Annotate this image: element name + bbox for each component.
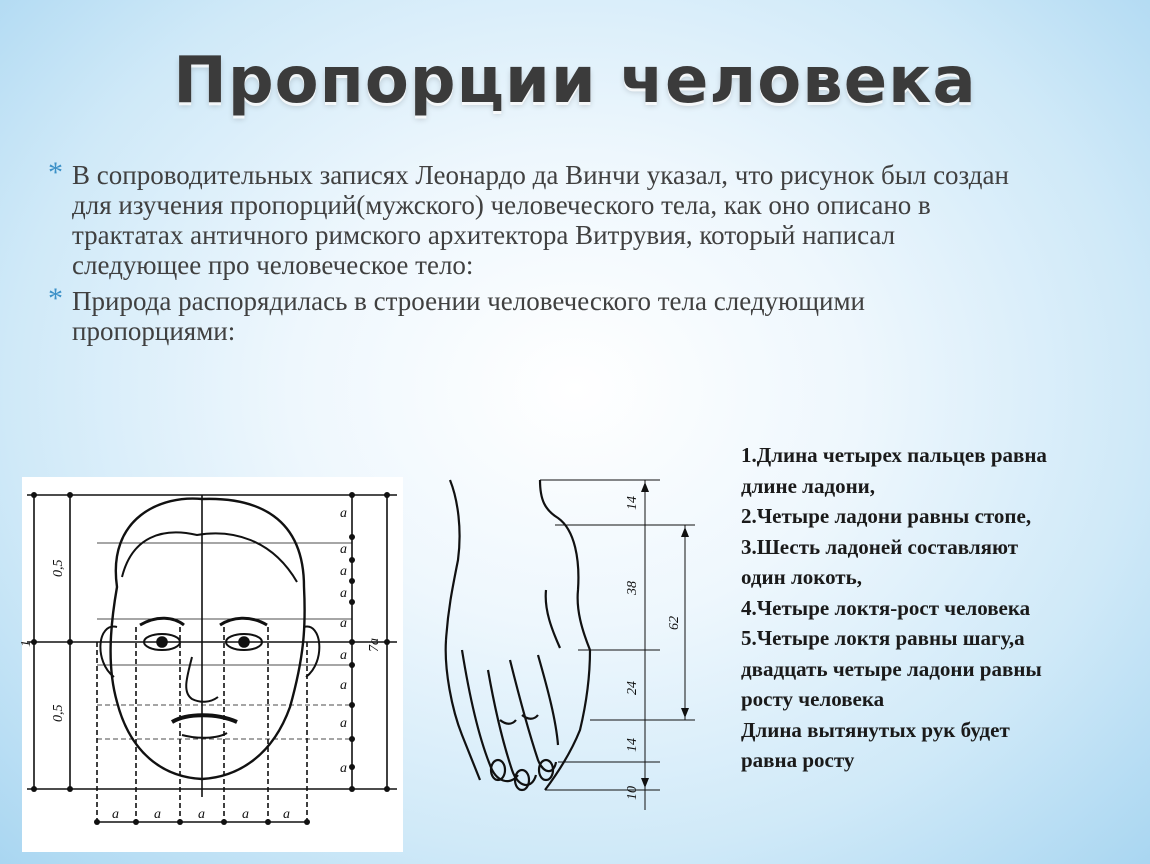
right-label: a (340, 761, 347, 776)
left-label: 1 (19, 640, 34, 647)
right-label: a (340, 678, 347, 693)
right-label: a (340, 648, 347, 663)
slide-title: Пропорции человека (173, 44, 977, 118)
right-label: a (340, 586, 347, 601)
hand-label: 38 (625, 581, 640, 595)
rule-line: равна росту (741, 748, 855, 772)
rule-line: 1.Длина четырех пальцев равна (741, 443, 1047, 467)
bottom-label: a (283, 807, 290, 822)
rule-line: длине ладони, (741, 473, 876, 498)
hand-label: 14 (625, 496, 640, 510)
right-label: a (340, 564, 347, 579)
hand-label: 10 (625, 786, 640, 800)
right-label: a (340, 716, 347, 731)
bullet-list (48, 156, 1028, 352)
face-diagram-svg (19, 477, 403, 852)
bullet-item (48, 156, 1028, 280)
asterisk-icon: * (48, 156, 63, 189)
bottom-label: a (154, 807, 161, 822)
bullet-text: Природа распорядилась в строении человеческого тела следующими пропорциями: (72, 286, 866, 346)
asterisk-icon: * (48, 282, 63, 315)
left-label: 0,5 (51, 559, 66, 577)
right-label: a (340, 542, 347, 557)
bottom-label: a (112, 807, 119, 822)
bullet-text: В сопроводительных записях Леонардо да Винчи указал, что рисунок был создан для изучения пропорций(мужского) человеческого тела, как оно описано в трактатах античного римского архитектора Витрувия, который написал следующее про человеческое тело: (72, 160, 1009, 280)
left-label: 0,5 (51, 704, 66, 722)
rule-line: 3.Шесть ладоней составляют (741, 534, 1019, 559)
bottom-label: a (198, 807, 205, 822)
bullet-item (48, 282, 1028, 346)
hand-proportions-diagram (440, 470, 730, 830)
rule-line: Длина вытянутых рук будет (741, 717, 1010, 742)
rule-line: 2.Четыре ладони равны стопе, (741, 504, 1032, 528)
bottom-label: a (242, 807, 249, 822)
hand-label: 24 (625, 681, 640, 695)
face-proportions-diagram (19, 477, 403, 852)
right-total-label: 7a (367, 638, 382, 652)
rule-line: один локоть, (741, 565, 862, 589)
hand-diagram-svg (440, 470, 730, 830)
rule-line: росту человека (741, 687, 885, 711)
right-label: a (340, 616, 347, 631)
rule-line: 5.Четыре локтя равны шагу,а (741, 626, 1025, 650)
hand-label: 62 (667, 616, 682, 630)
proportion-rules (741, 440, 1141, 776)
rule-line: двадцать четыре ладони равны (741, 656, 1042, 681)
rule-line: 4.Четыре локтя-рост человека (741, 595, 1031, 620)
right-label: a (340, 506, 347, 521)
hand-label: 14 (625, 738, 640, 752)
